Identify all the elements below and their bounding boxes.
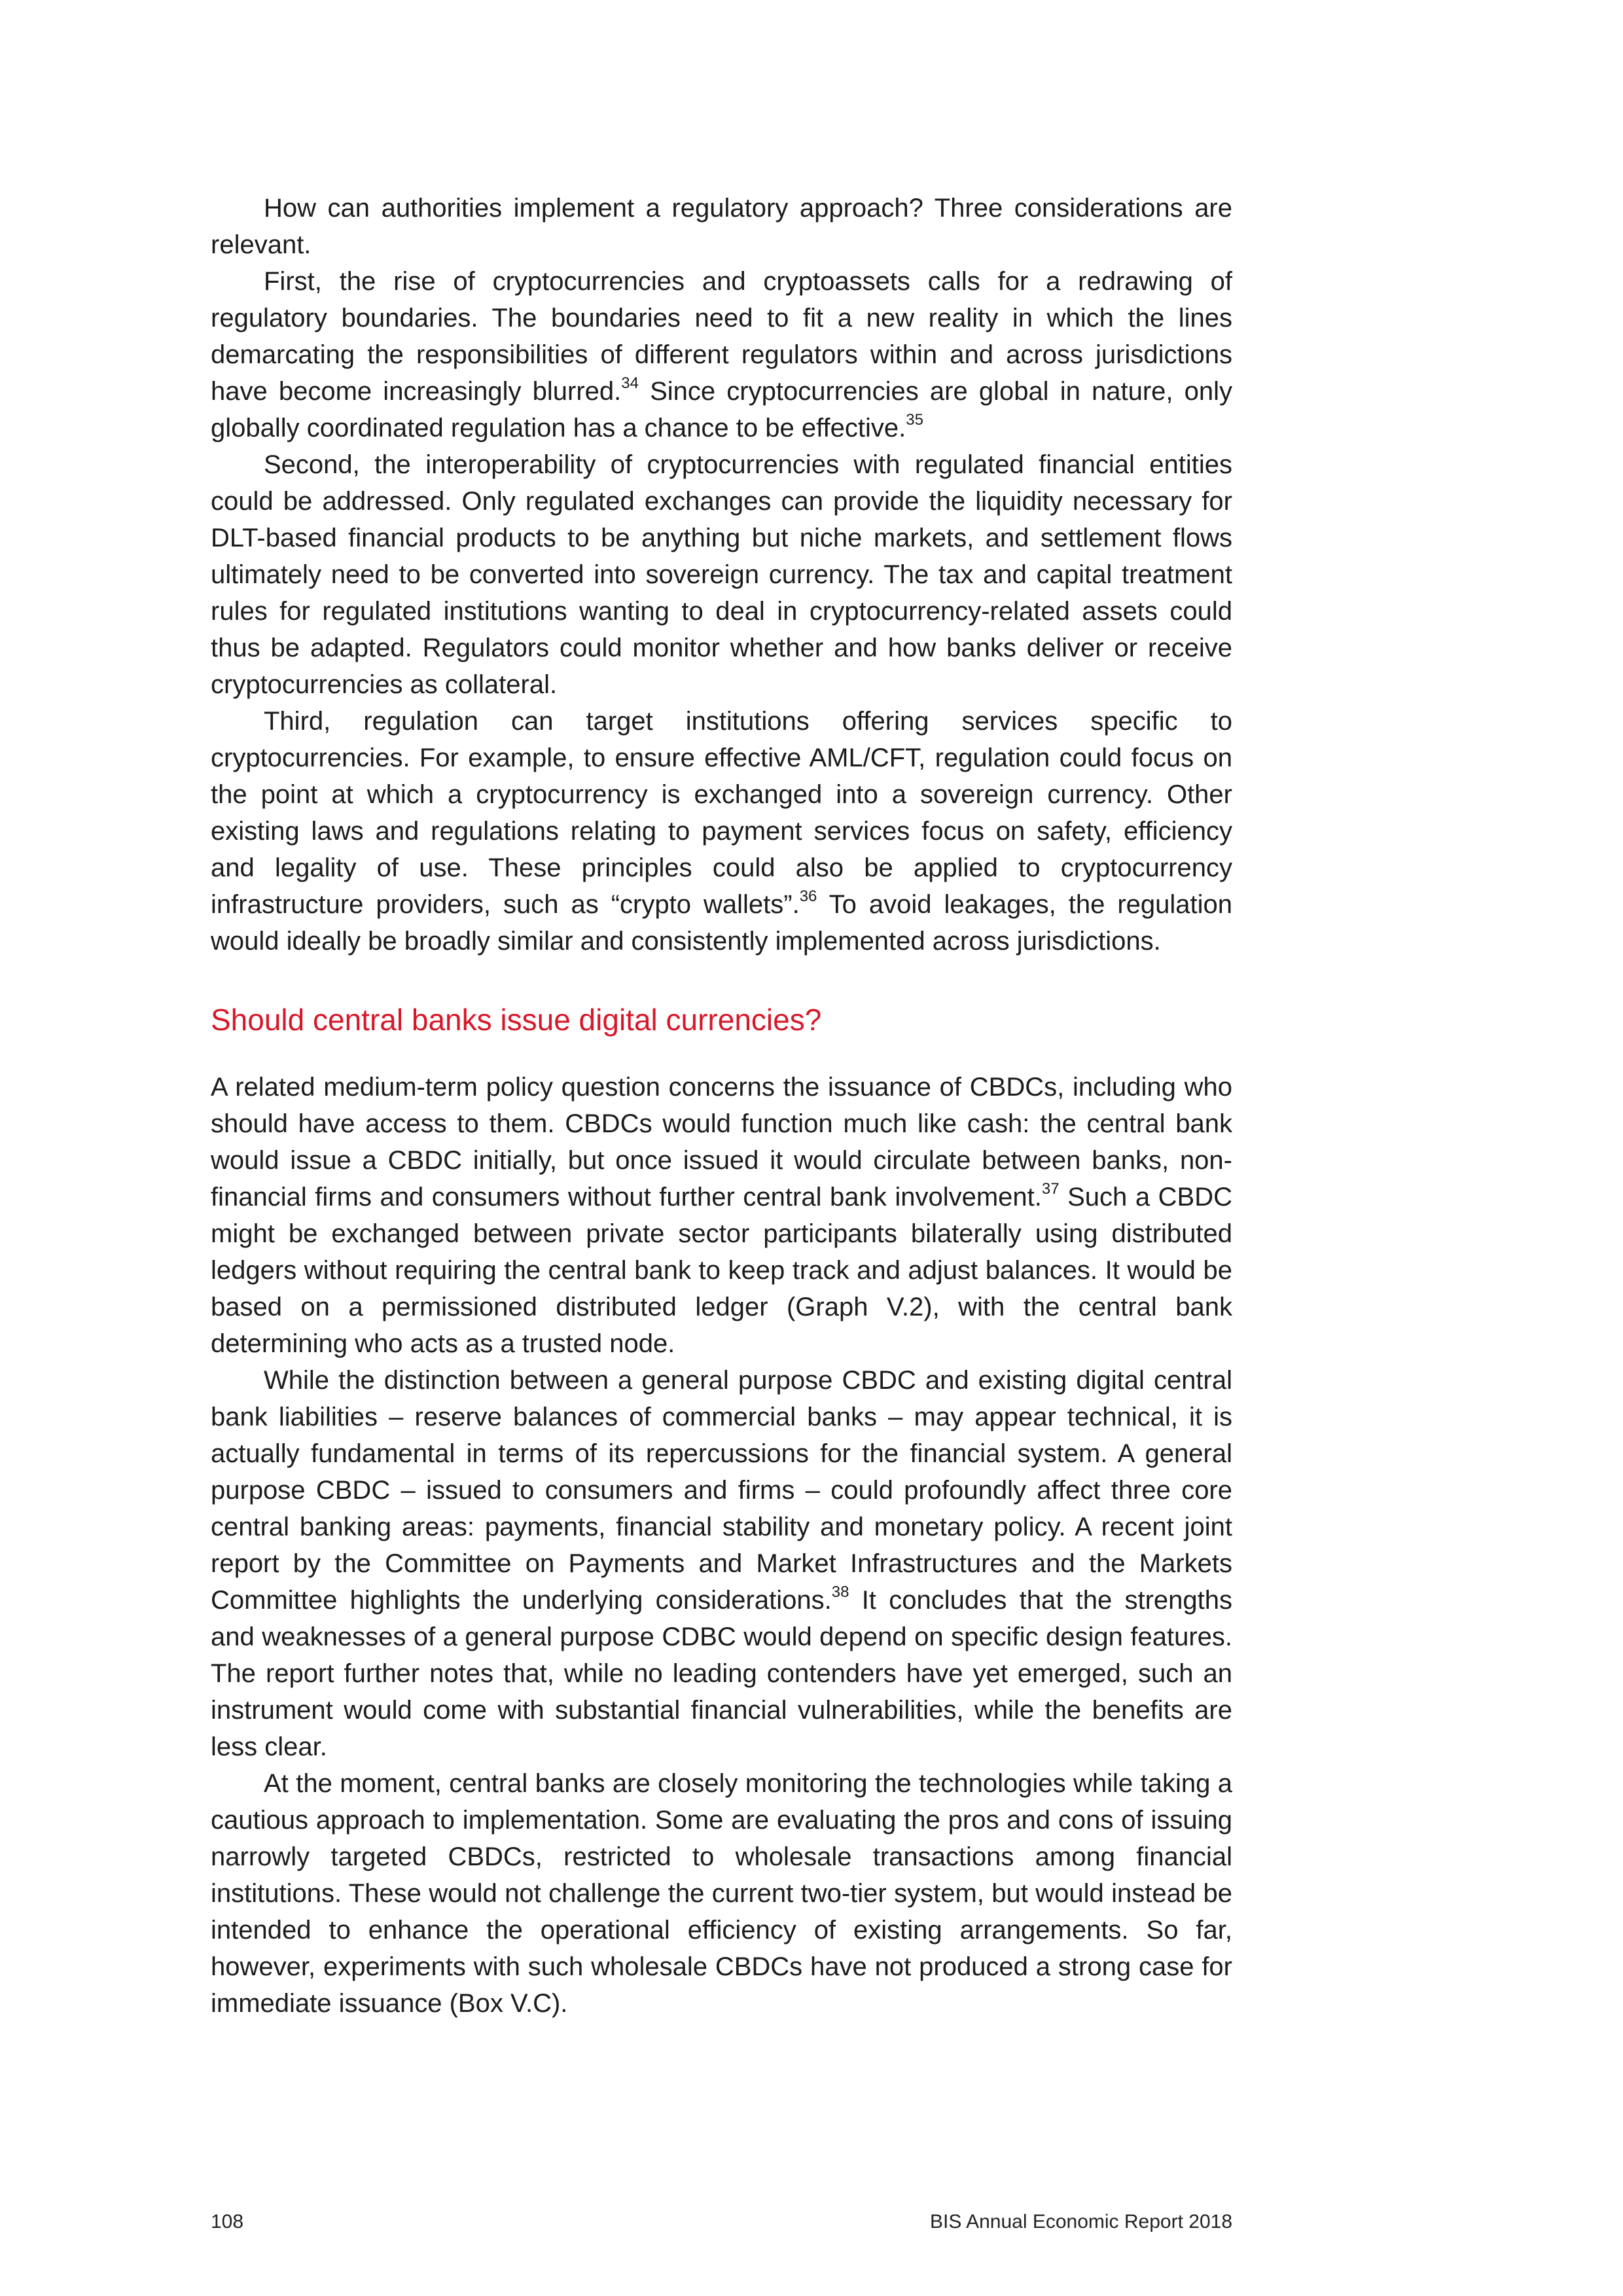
footnote-marker: 37	[1041, 1180, 1060, 1198]
section-heading: Should central banks issue digital currencies?	[211, 1003, 822, 1037]
paragraph-text: Third, regulation can target institutions offering services specific to cryptocurrencies. For example, to ensure effective AML/CFT, regulation could focus on the point at which a cryptocurrency is exchanged into a sovereign currency. Other existing laws and regulations relating to payment services focus on safety, efficiency and legality of use. These principles could also be applied to cryptocurrency infrastructure providers, such as “crypto wallets”.	[211, 707, 1232, 919]
paragraph-regulatory-approach	[211, 190, 1232, 263]
page-number: 108	[211, 2211, 244, 2233]
paragraph-text: While the distinction between a general purpose CBDC and existing digital central bank liabilities – reserve balances of commercial banks – may appear technical, it is actually fundamental in terms of its repercussions for the financial system. A general purpose CBDC – issued to consumers and firms – could profoundly affect three core central banking areas: payments, financial stability and monetary policy. A recent joint report by the Committee on Payments and Market Infrastructures and the Markets Committee highlights the underlying considerations.	[211, 1366, 1232, 1615]
page-footer	[211, 2210, 1232, 2234]
paragraph-text: To avoid leakages, the regulation would ideally be broadly similar and consistently implemented across jurisdictions.	[211, 890, 1233, 956]
paragraph-text: It concludes that the strengths and weaknesses of a general purpose CDBC would depend on specific design features. The report further notes that, while no leading contenders have yet emerged, such an instrument would come with substantial financial vulnerabilities, while the benefits are less clear.	[211, 1586, 1233, 1761]
paragraph-cbdc-issuance	[211, 1069, 1232, 1362]
footnote-marker: 36	[799, 888, 817, 905]
paragraph-text: First, the rise of cryptocurrencies and cryptoassets calls for a redrawing of regulatory boundaries. The boundaries need to fit a new reality in which the lines demarcating the responsibilities of different regulators within and across jurisdictions have become increasingly blurred.	[211, 267, 1232, 406]
footnote-marker: 38	[831, 1583, 849, 1601]
paragraph-text: Since cryptocurrencies are global in nature, only globally coordinated regulation has a chance to be effective.	[211, 377, 1233, 442]
paragraph-text: Such a CBDC might be exchanged between private sector participants bilaterally using distributed ledgers without requiring the central bank to keep track and adjust balances. It would be based on a permissioned distributed ledger (Graph V.2), with the central bank determining who acts as a trusted node.	[211, 1183, 1232, 1358]
footnote-marker: 35	[906, 411, 923, 429]
publication-title: BIS Annual Economic Report 2018	[930, 2211, 1232, 2233]
paragraph-text: A related medium-term policy question concerns the issuance of CBDCs, including who should have access to them. CBDCs would function much like cash: the central bank would issue a CBDC initially, but once issued it would circulate between banks, non-financial firms and consumers without further central bank involvement.	[211, 1073, 1232, 1211]
report-body	[211, 190, 1232, 2022]
paragraph-text: How can authorities implement a regulatory approach? Three considerations are relevant.	[211, 194, 1232, 259]
paragraph-target-institutions	[211, 703, 1232, 960]
paragraph-general-purpose-cbdc	[211, 1362, 1232, 1765]
paragraph-text: Second, the interoperability of cryptocurrencies with regulated financial entities could be addressed. Only regulated exchanges can provide the liquidity necessary for DLT-based financial products to be anything but niche markets, and settlement flows ultimately need to be converted into sovereign currency. The tax and capital treatment rules for regulated institutions wanting to deal in cryptocurrency-related assets could thus be adapted. Regulators could monitor whether and how banks deliver or receive cryptocurrencies as collateral.	[211, 450, 1232, 699]
paragraph-text: At the moment, central banks are closely monitoring the technologies while taking a cautious approach to implementation. Some are evaluating the pros and cons of issuing narrowly targeted CBDCs, restricted to wholesale transactions among financial institutions. These would not challenge the current two-tier system, but would instead be intended to enhance the operational efficiency of existing arrangements. So far, however, experiments with such wholesale CBDCs have not produced a strong case for immediate issuance (Box V.C).	[211, 1769, 1232, 2018]
paragraph-wholesale-cbdc	[211, 1765, 1232, 2022]
footnote-marker: 34	[621, 374, 639, 392]
paragraph-regulatory-boundaries	[211, 263, 1232, 446]
paragraph-interoperability	[211, 446, 1232, 703]
